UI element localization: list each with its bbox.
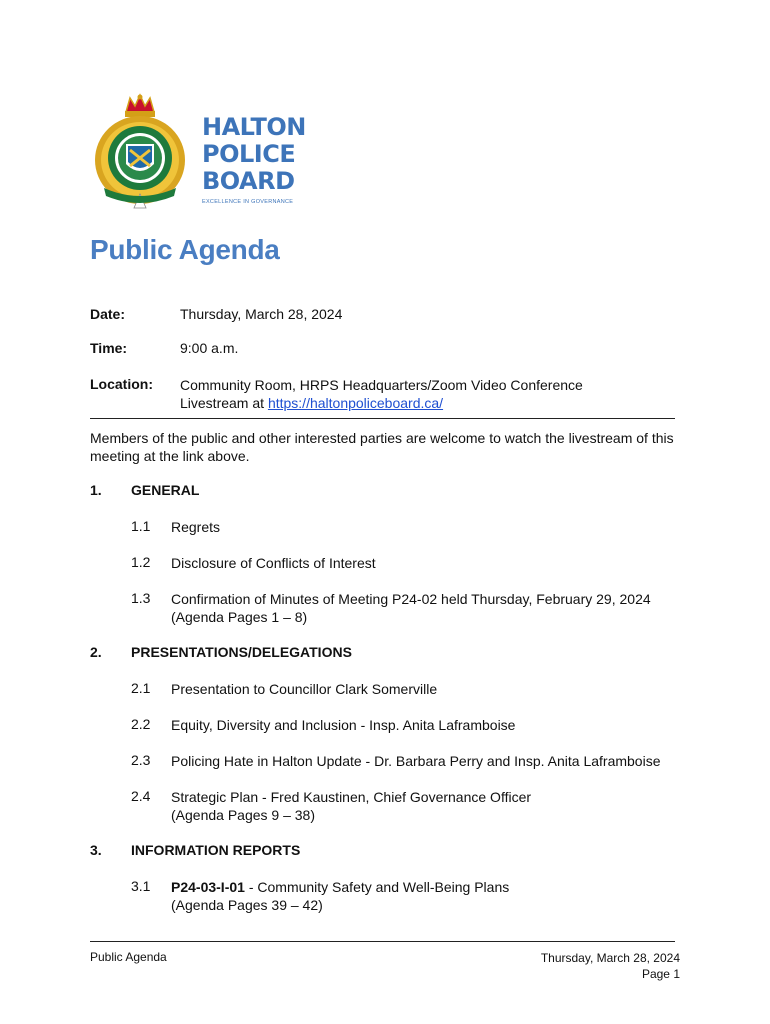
section-title: INFORMATION REPORTS (131, 842, 301, 858)
item-number: 1.1 (131, 518, 151, 534)
location-value (180, 376, 583, 412)
brand-line-1: HALTON (202, 113, 306, 141)
time-value: 9:00 a.m. (180, 340, 239, 356)
location-line: Community Room, HRPS Headquarters/Zoom Video Conference (180, 377, 583, 393)
item-text: Regrets (171, 519, 221, 535)
page-title: Public Agenda (90, 234, 280, 265)
item-number: 2.1 (131, 680, 151, 696)
brand-line-3: BOARD (202, 167, 295, 195)
item-text: Presentation to Councillor Clark Somerville (171, 681, 438, 697)
item-number: 1.2 (131, 554, 151, 570)
header-logo (90, 92, 306, 217)
brand-line-2: POLICE (202, 140, 296, 168)
report-id: P24-03-I-01 (171, 879, 245, 895)
brand-tagline: EXCELLENCE IN GOVERNANCE (202, 199, 294, 205)
location-label: Location: (90, 376, 153, 392)
section-title: PRESENTATIONS/DELEGATIONS (131, 644, 352, 660)
footer-date: Thursday, March 28, 2024 (540, 951, 680, 965)
footer-title: Public Agenda (90, 950, 167, 964)
item-text-line (171, 878, 681, 896)
time-label: Time: (90, 340, 128, 356)
item-text: Policing Hate in Halton Update - Dr. Barbara Perry and Insp. Anita Laframboise (171, 753, 661, 769)
item-pages: (Agenda Pages 39 – 42) (171, 897, 323, 913)
item-number: 2.4 (131, 788, 151, 804)
item-pages: (Agenda Pages 1 – 8) (171, 609, 308, 625)
item-text-block (171, 878, 681, 914)
item-text: Confirmation of Minutes of Meeting P24-02 held Thursday, February 29, 2024 (171, 591, 651, 607)
item-number: 1.3 (131, 590, 151, 606)
livestream-line (180, 394, 583, 412)
livestream-prefix: Livestream at (180, 395, 268, 411)
item-text: - Community Safety and Well-Being Plans (244, 879, 510, 895)
section-number: 2. (90, 644, 102, 660)
date-label: Date: (90, 306, 126, 322)
item-text: Strategic Plan - Fred Kaustinen, Chief Governance Officer (171, 789, 532, 805)
top-divider (90, 418, 675, 419)
item-number: 2.3 (131, 752, 151, 768)
footer-divider (90, 941, 675, 942)
intro-text: Members of the public and other interested parties are welcome to watch the livestream of this meeting at the link above. (90, 430, 674, 464)
section-title: GENERAL (131, 482, 200, 498)
page-number: Page 1 (641, 967, 680, 981)
item-text-block (171, 590, 681, 626)
item-text: Disclosure of Conflicts of Interest (171, 555, 376, 571)
board-name (202, 114, 306, 205)
footer-info (541, 950, 680, 982)
item-number: 3.1 (131, 878, 151, 894)
police-crest-icon (90, 92, 190, 217)
date-value: Thursday, March 28, 2024 (180, 306, 343, 322)
item-number: 2.2 (131, 716, 151, 732)
section-number: 3. (90, 842, 102, 858)
item-text-block (171, 788, 681, 824)
item-text: Equity, Diversity and Inclusion - Insp. Anita Laframboise (171, 717, 516, 733)
section-number: 1. (90, 482, 102, 498)
livestream-link[interactable]: https://haltonpoliceboard.ca/ (267, 395, 444, 411)
item-pages: (Agenda Pages 9 – 38) (171, 807, 315, 823)
